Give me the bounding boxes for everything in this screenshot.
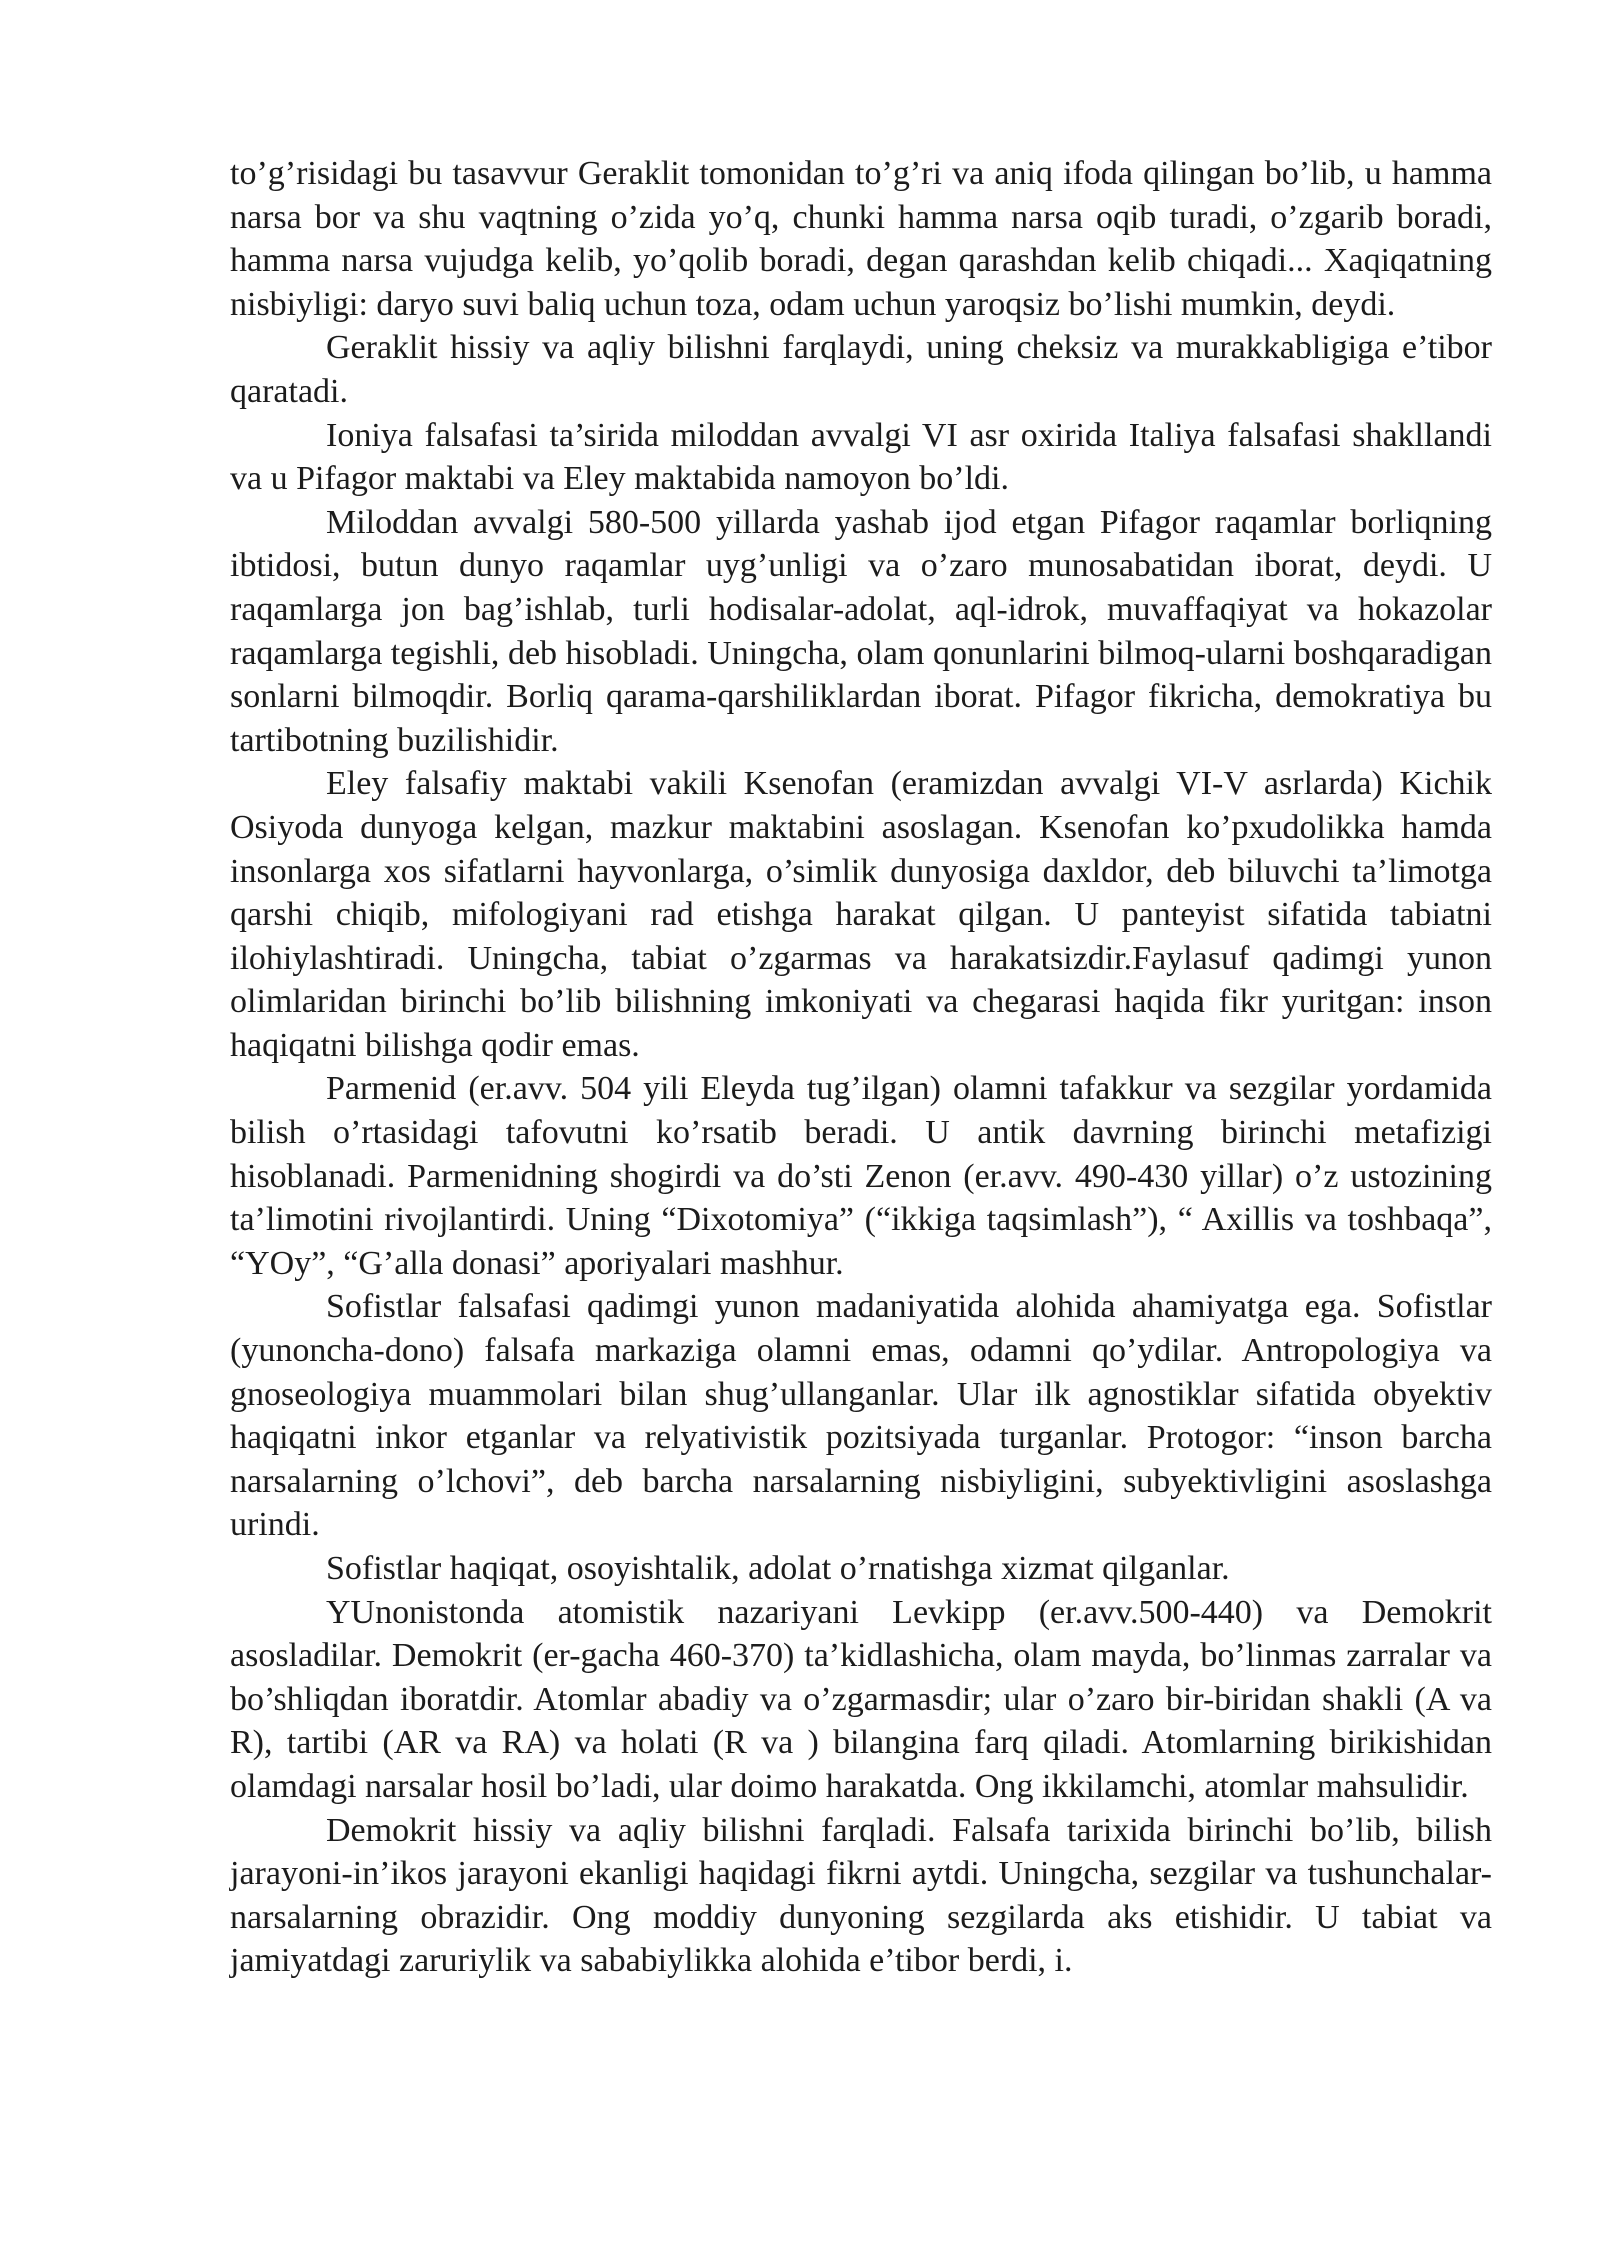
- paragraph-sophists: Sofistlar falsafasi qadimgi yunon madaniyatida alohida ahamiyatga ega. Sofistlar (yunoncha-dono) falsafa markaziga olamni emas, odamni qo’ydilar. Antropologiya va gnoseologiya muammolari bilan shug’ullanganlar. Ular ilk agnostiklar sifatida obyektiv haqiqatni inkor etganlar va relyativistik pozitsiyada turganlar. Protogor: “inson barcha narsalarning o’lchovi”, deb barcha narsalarning nisbiyligini, subyektivligini asoslashga urindi.: [230, 1288, 1492, 1544]
- paragraph-xenophanes: Eley falsafiy maktabi vakili Ksenofan (eramizdan avvalgi VI-V asrlarda) Kichik Osiyoda dunyoga kelgan, mazkur maktabini asoslagan. Ksenofan ko’pxudolikka hamda insonlarga xos sifatlarni hayvonlarga, o’simlik dunyosiga daxldor, deb biluvchi ta’limotga qarshi chiqib, mifologiyani rad etishga harakat qilgan. U panteyist sifatida tabiatni ilohiylashtiradi. Uningcha, tabiat o’zgarmas va harakatsizdir.Faylasuf qadimgi yunon olimlaridan birinchi bo’lib bilishning imkoniyati va chegarasi haqida fikr yuritgan: inson haqiqatni bilishga qodir emas.: [230, 765, 1492, 1064]
- paragraph-pythagoras: Miloddan avvalgi 580-500 yillarda yashab ijod etgan Pifagor raqamlar borliqning ibtidosi, butun dunyo raqamlar uyg’unligi va o’zaro munosabatidan iborat, deydi. U raqamlarga jon bag’ishlab, turli hodisalar-adolat, aql-idrok, muvaffaqiyat va hokazolar raqamlarga tegishli, deb hisobladi. Uningcha, olam qonunlarini bilmoq-ularni boshqaradigan sonlarni bilmoqdir. Borliq qarama-qarshiliklardan iborat. Pifagor fikricha, demokratiya bu tartibotning buzilishidir.: [230, 503, 1492, 759]
- paragraph-sophists-service: Sofistlar haqiqat, osoyishtalik, adolat o’rnatishga xizmat qilganlar.: [326, 1550, 1230, 1587]
- document-page: [230, 152, 1492, 1983]
- paragraph-geraklit-flux: to’g’risidagi bu tasavvur Geraklit tomonidan to’g’ri va aniq ifoda qilingan bo’lib, u hamma narsa bor va shu vaqtning o’zida yo’q, chunki hamma narsa oqib turadi, o’zgarib boradi, hamma narsa vujudga kelib, yo’qolib boradi, degan qarashdan kelib chiqadi... Xaqiqatning nisbiyligi: daryo suvi baliq uchun toza, odam uchun yaroqsiz bo’lishi mumkin, deydi.: [230, 155, 1492, 323]
- paragraph-parmenides: Parmenid (er.avv. 504 yili Eleyda tug’ilgan) olamni tafakkur va sezgilar yordamida bilish o’rtasidagi tafovutni ko’rsatib beradi. U antik davrning birinchi metafizigi hisoblanadi. Parmenidning shogirdi va do’sti Zenon (er.avv. 490-430 yillar) o’z ustozining ta’limotini rivojlantirdi. Uning “Dixotomiya” (“ikkiga taqsimlash”), “ Axillis va toshbaqa”, “YOy”, “G’alla donasi” aporiyalari mashhur.: [230, 1070, 1492, 1282]
- paragraph-atomism: YUnonistonda atomistik nazariyani Levkipp (er.avv.500-440) va Demokrit asosladilar. Demokrit (er-gacha 460-370) ta’kidlashicha, olam mayda, bo’linmas zarralar va bo’shliqdan iboratdir. Atomlar abadiy va o’zgarmasdir; ular o’zaro bir-biridan shakli (A va R), tartibi (AR va RA) va holati (R va ) bilangina farq qiladi. Atomlarning birikishidan olamdagi narsalar hosil bo’ladi, ular doimo harakatda. Ong ikkilamchi, atomlar mahsulidir.: [230, 1593, 1492, 1805]
- paragraph-democritus-cognition: Demokrit hissiy va aqliy bilishni farqladi. Falsafa tarixida birinchi bo’lib, bilish jarayoni-in’ikos jarayoni ekanligi haqidagi fikrni aytdi. Uningcha, sezgilar va tushunchalar-narsalarning obrazidir. Ong moddiy dunyoning sezgilarda aks etishidir. U tabiat va jamiyatdagi zaruriylik va sababiylikka alohida e’tibor berdi, i.: [230, 1811, 1492, 1980]
- paragraph-italian-philosophy: Ioniya falsafasi ta’sirida miloddan avvalgi VI asr oxirida Italiya falsafasi shakllandi va u Pifagor maktabi va Eley maktabida namoyon bo’ldi.: [230, 416, 1492, 498]
- paragraph-geraklit-cognition: Geraklit hissiy va aqliy bilishni farqlaydi, uning cheksiz va murakkabligiga e’tibor qaratadi.: [230, 329, 1492, 410]
